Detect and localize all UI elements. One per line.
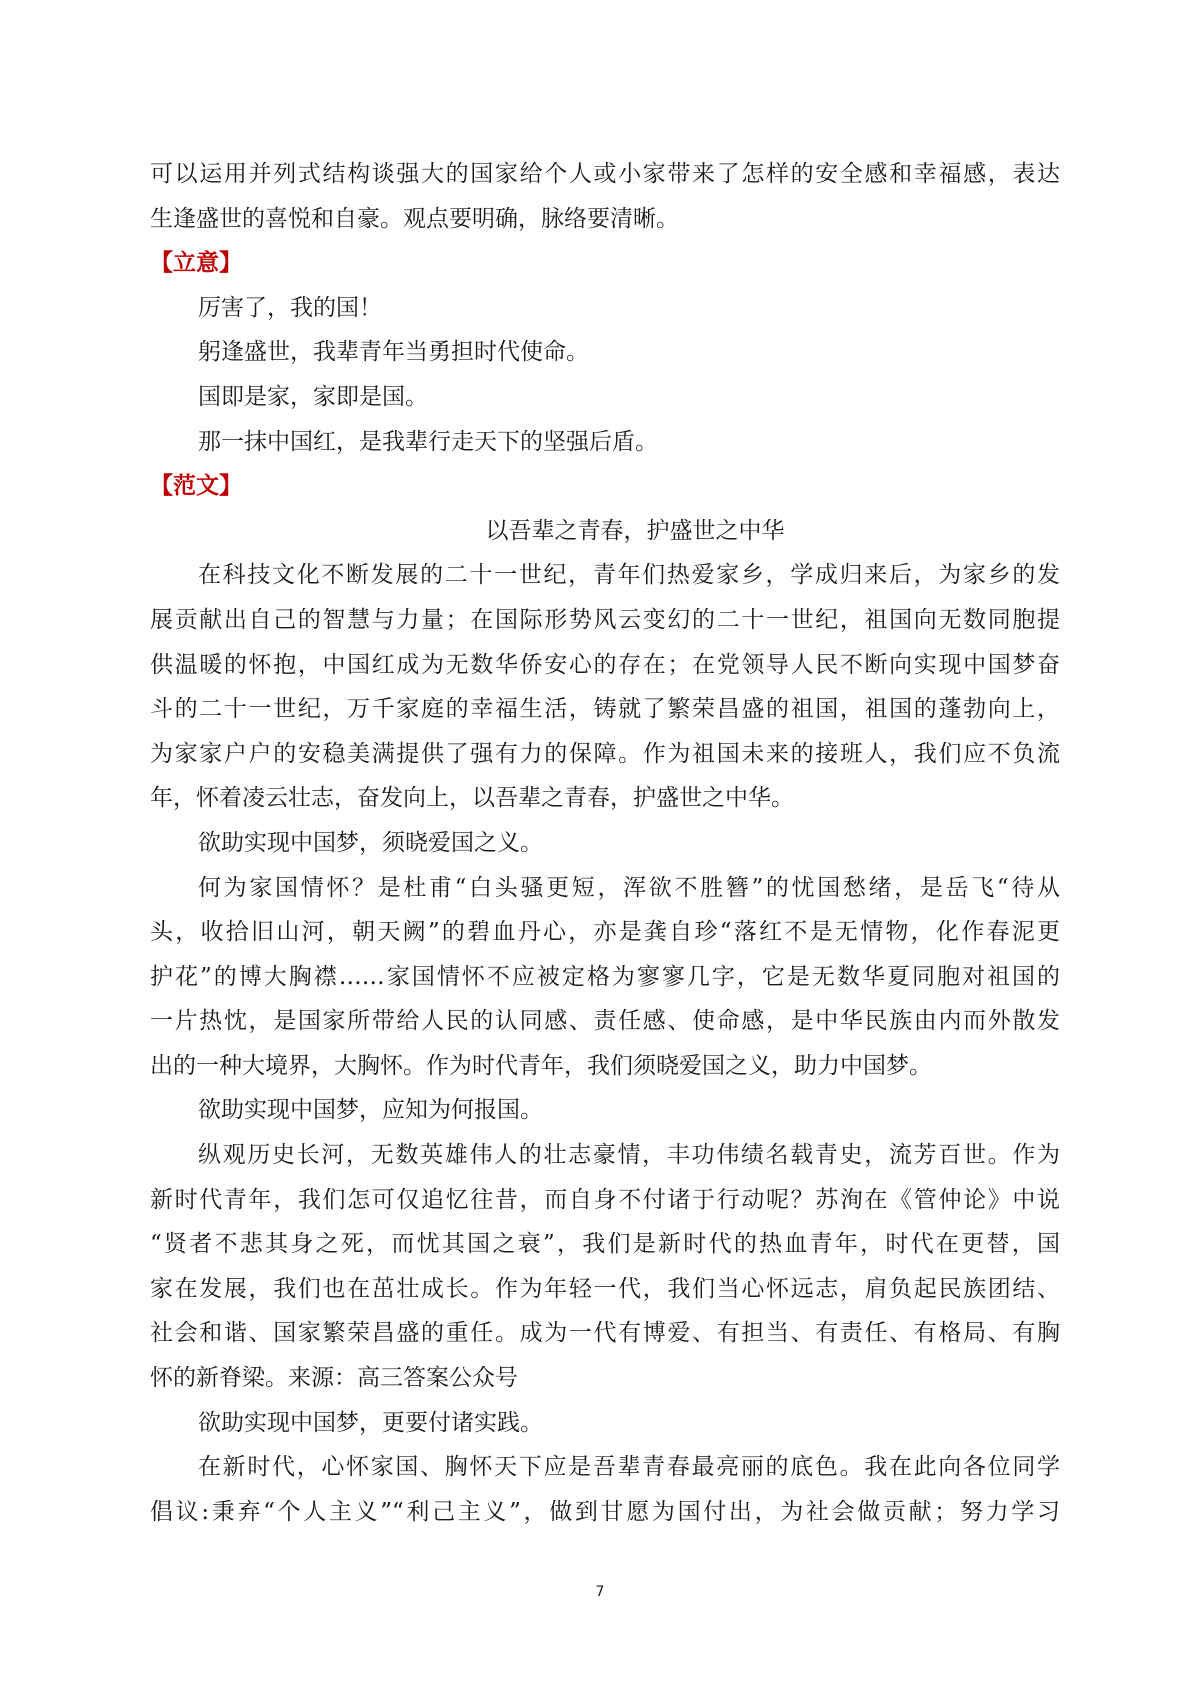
intro-line: 可以运用并列式结构谈强大的国家给个人或小家带来了怎样的安全感和幸福感，表达 [150,161,1060,187]
fanwen-heading: 【范文】 [150,472,242,500]
paragraph-line: 倡议:秉弃“个人主义”“利己主义”，做到甘愿为国付出，为社会做贡献；努力学习 [150,1498,1060,1525]
paragraph-line: 斗的二十一世纪，万千家庭的幸福生活，铸就了繁荣昌盛的祖国，祖国的蓬勃向上， [150,696,1060,723]
sub-point-3: 欲助实现中国梦，更要付诸实践。 [198,1409,543,1436]
paragraph-line: 护花”的博大胸襟……家国情怀不应被定格为寥寥几字，它是无数华夏同胞对祖国的 [150,963,1060,990]
paragraph-line: 为家家户户的安稳美满提供了强有力的保障。作为祖国未来的接班人，我们应不负流 [150,740,1060,767]
paragraph-line: “贤者不悲其身之死，而忧其国之衰”，我们是新时代的热血青年，时代在更替，国 [150,1231,1060,1258]
document-body [150,152,1060,1534]
paragraph-line: 纵观历史长河，无数英雄伟人的壮志豪情，丰功伟绩名载青史，流芳百世。作为 [198,1142,1060,1169]
liyi-item: 躬逢盛世，我辈青年当勇担时代使命。 [198,339,589,366]
essay-paragraph-4 [150,1445,1060,1534]
essay-title: 以吾辈之青春，护盛世之中华 [485,517,785,544]
paragraph-line: 家在发展，我们也在茁壮成长。作为年轻一代，我们当心怀远志，肩负起民族团结、 [150,1275,1060,1302]
paragraph-line: 新时代青年，我们怎可仅追忆往昔，而自身不付诸于行动呢？苏洵在《管仲论》中说 [150,1186,1060,1213]
paragraph-line: 年，怀着凌云壮志，奋发向上，以吾辈之青春，护盛世之中华。 [150,785,794,812]
liyi-item: 厉害了，我的国！ [198,294,382,321]
liyi-item: 那一抹中国红，是我辈行走天下的坚强后盾。 [198,428,658,455]
paragraph-line: 头，收拾旧山河，朝天阙”的碧血丹心，亦是龚自珍“落红不是无情物，化作春泥更 [150,919,1060,946]
essay-paragraph-1 [150,553,1060,821]
liyi-item: 国即是家，家即是国。 [198,383,428,410]
paragraph-line: 供温暖的怀抱，中国红成为无数华侨安心的存在；在党领导人民不断向实现中国梦奋 [150,651,1060,678]
liyi-heading: 【立意】 [150,249,242,277]
paragraph-line: 社会和谐、国家繁荣昌盛的重任。成为一代有博爱、有担当、有责任、有格局、有胸 [150,1320,1060,1347]
paragraph-line: 在科技文化不断发展的二十一世纪，青年们热爱家乡，学成归来后，为家乡的发 [198,562,1060,589]
paragraph-line: 出的一种大境界，大胸怀。作为时代青年，我们须晓爱国之义，助力中国梦。 [150,1052,932,1079]
sub-point-2: 欲助实现中国梦，应知为何报国。 [198,1097,543,1124]
sub-point-1: 欲助实现中国梦，须晓爱国之义。 [198,829,543,856]
paragraph-line: 何为家国情怀？是杜甫“白头骚更短，浑欲不胜簪”的忧国愁绪，是岳飞“待从 [198,874,1060,901]
paragraph-line: 怀的新脊梁。来源：高三答案公众号 [150,1365,518,1392]
paragraph-line: 一片热忱，是国家所带给人民的认同感、责任感、使命感，是中华民族由内而外散发 [150,1008,1060,1035]
paragraph-line: 在新时代，心怀家国、胸怀天下应是吾辈青春最亮丽的底色。我在此向各位同学 [198,1454,1060,1481]
essay-paragraph-2 [150,866,1060,1089]
intro-line: 生逢盛世的喜悦和自豪。观点要明确，脉络要清晰。 [150,205,679,232]
paragraph-line: 展贡献出自己的智慧与力量；在国际形势风云变幻的二十一世纪，祖国向无数同胞提 [150,606,1060,633]
page-number: 7 [595,1584,605,1600]
essay-paragraph-3 [150,1133,1060,1401]
